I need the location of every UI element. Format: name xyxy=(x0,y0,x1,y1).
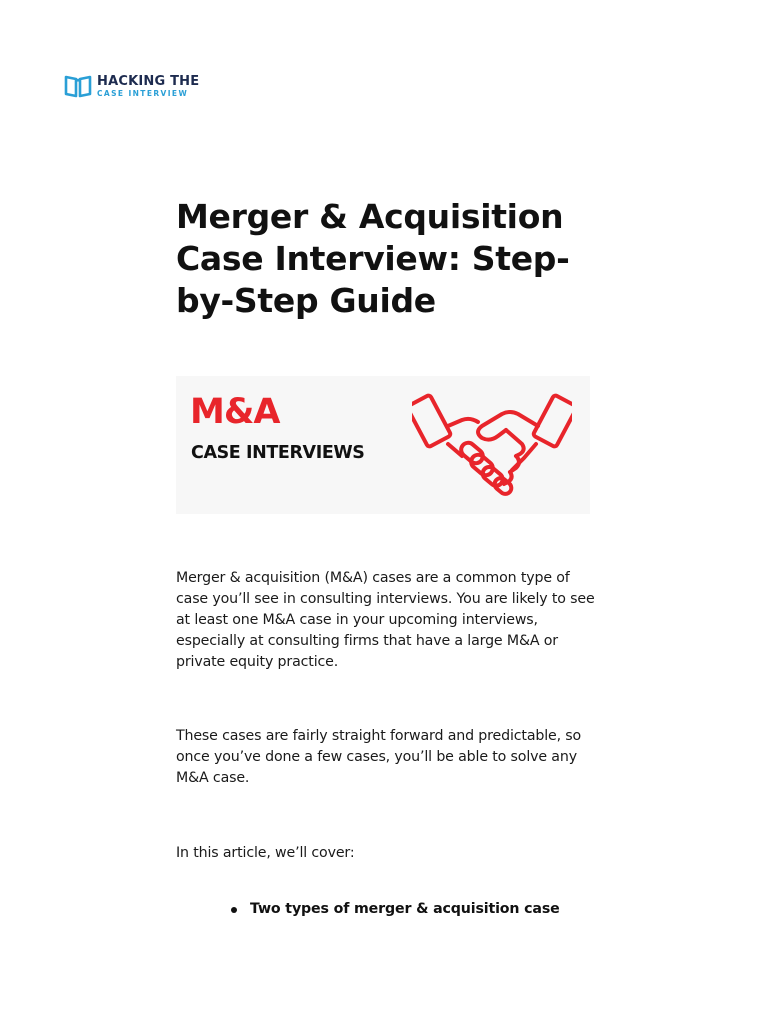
hero-subheadline: CASE INTERVIEWS xyxy=(191,443,365,463)
article-title: Merger & Acquisition Case Interview: Step-by-Step Guide xyxy=(176,197,570,320)
handshake-icon xyxy=(412,382,572,508)
list-item-text: Two types of merger & acquisition case xyxy=(250,901,560,917)
hero-headline: M&A xyxy=(190,392,280,432)
brand-name-line2: CASE INTERVIEW xyxy=(97,88,189,98)
list-item xyxy=(176,899,606,920)
intro-paragraph: Merger & acquisition (M&A) cases are a common type of case you’ll see in consulting interviews. You are likely to see at least one M&A case in your upcoming interviews, especially at consulting firms that have a large M&A or private equity practice. xyxy=(176,570,595,670)
open-book-icon xyxy=(64,74,92,98)
brand-logo[interactable] xyxy=(64,74,199,98)
body-paragraph: These cases are fairly straight forward and predictable, so once you’ve done a few cases, you’ll be able to solve any M&A case. xyxy=(176,728,582,786)
coverage-lead-in: In this article, we’ll cover: xyxy=(176,845,355,861)
hero-banner xyxy=(176,376,590,514)
coverage-list xyxy=(176,899,606,920)
brand-name-line1: HACKING THE xyxy=(97,73,200,89)
bullet-dot xyxy=(231,907,237,913)
